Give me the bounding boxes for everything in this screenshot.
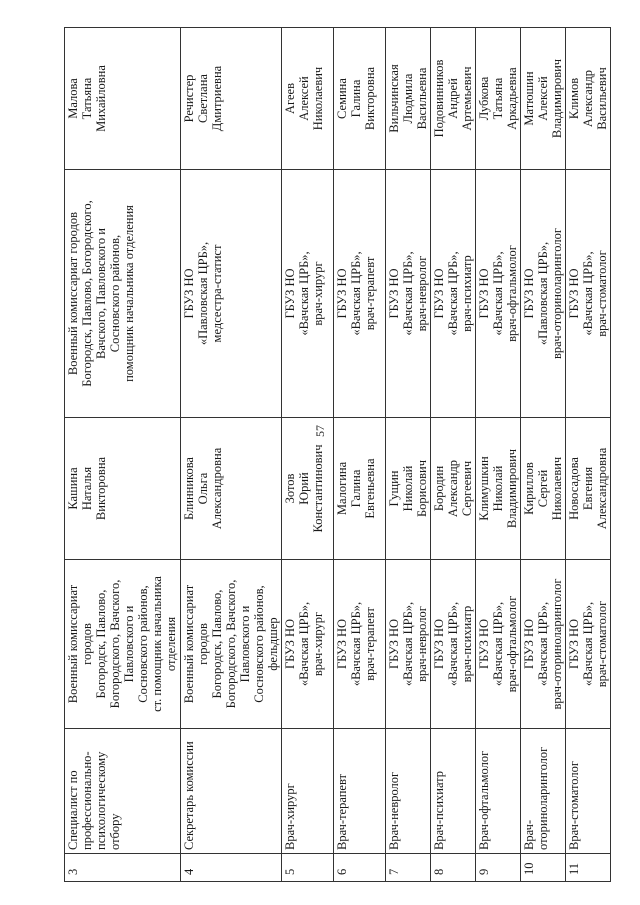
- cell-text-line: Павловского и: [122, 605, 136, 683]
- position-cell: [181, 729, 282, 854]
- cell-text-line: Врач-: [522, 819, 536, 850]
- table-row: [282, 28, 334, 882]
- cell-text-line: врач-психиатр: [460, 605, 474, 683]
- cell-text-line: Александр: [446, 459, 460, 518]
- reserve-member-organization-cell: [334, 170, 386, 418]
- cell-text-line: врач-хирург: [311, 261, 325, 326]
- cell-text-line: врач-невролог: [415, 255, 429, 332]
- cell-text-line: Наталья: [80, 466, 94, 511]
- main-member-name-cell: [386, 418, 431, 560]
- cell-text-line: Богородского, Вачского,: [108, 579, 122, 709]
- row-number-cell: 7: [386, 854, 431, 882]
- cell-text-line: Дмитриевна: [210, 65, 224, 132]
- reserve-member-name-cell: [334, 28, 386, 170]
- cell-text-line: помощник начальника отделения: [122, 205, 136, 382]
- cell-text-line: Васильевна: [415, 67, 429, 130]
- cell-text-line: врач-терапевт: [363, 256, 377, 331]
- cell-text-line: ГБУЗ НО: [522, 268, 536, 319]
- cell-text-line: Татьяна: [491, 77, 505, 120]
- position-cell: [334, 729, 386, 854]
- cell-text-line: Евгеньевна: [363, 458, 377, 519]
- cell-text-line: Константинович: [311, 444, 325, 533]
- row-number-cell: 3: [65, 854, 181, 882]
- cell-text-line: Врач-офтальмолог: [477, 750, 491, 850]
- cell-text-line: Гущин: [387, 470, 401, 507]
- cell-text-line: врач-терапевт: [363, 607, 377, 681]
- cell-text-line: Николай: [401, 465, 415, 512]
- cell-text-line: Александровна: [210, 447, 224, 530]
- cell-text-line: Ольга: [196, 472, 210, 505]
- cell-text-line: «Вачская ЦРБ»,: [491, 601, 505, 687]
- cell-text-line: Николай: [491, 465, 505, 512]
- main-member-organization-cell: [282, 560, 334, 729]
- position-cell: [386, 729, 431, 854]
- cell-text-line: «Павловская ЦРБ»,: [536, 241, 550, 346]
- reserve-member-organization-cell: [282, 170, 334, 418]
- cell-text-line: Врач-психиатр: [432, 770, 446, 850]
- table-row: [521, 28, 566, 882]
- row-number-cell: 5: [282, 854, 334, 882]
- cell-text-line: «Вачская ЦРБ»,: [401, 601, 415, 687]
- cell-text-line: врач-оториноларинголог: [550, 228, 564, 359]
- cell-text-line: Александр: [581, 69, 595, 128]
- cell-text-line: Сосновского районов,: [108, 234, 122, 353]
- cell-text-line: Алексей: [297, 76, 311, 121]
- cell-text-line: Вачского, Павловского и: [94, 228, 108, 359]
- cell-text-line: Врач-стоматолог: [567, 761, 581, 850]
- main-member-name-cell: [521, 418, 566, 560]
- cell-text-line: Евгения: [581, 466, 595, 511]
- main-member-organization-cell: [334, 560, 386, 729]
- cell-text-line: Владимирович: [505, 448, 519, 529]
- reserve-member-organization-cell: [431, 170, 476, 418]
- cell-text-line: Викторовна: [363, 66, 377, 131]
- cell-text-line: Николаевич: [311, 66, 325, 131]
- reserve-member-organization-cell: [65, 170, 181, 418]
- cell-text-line: Богородск, Павлово, Богородского,: [80, 200, 94, 387]
- reserve-member-name-cell: [181, 28, 282, 170]
- cell-text-line: ГБУЗ НО: [567, 618, 581, 670]
- cell-text-line: Бородин: [432, 465, 446, 512]
- main-member-name-cell: [476, 418, 521, 560]
- cell-text-line: Аркадьевна: [505, 67, 519, 130]
- main-member-organization-cell: [181, 560, 282, 729]
- cell-text-line: ГБУЗ НО: [432, 268, 446, 319]
- cell-text-line: ГБУЗ НО: [335, 618, 349, 670]
- cell-text-line: Военный комиссариат городов: [182, 584, 210, 704]
- cell-text-line: ГБУЗ НО: [477, 268, 491, 319]
- cell-text-line: ГБУЗ НО: [335, 268, 349, 319]
- main-member-name-cell: [431, 418, 476, 560]
- cell-text-line: Семина: [335, 78, 349, 119]
- cell-text-line: «Вачская ЦРБ»,: [297, 251, 311, 336]
- reserve-member-name-cell: [431, 28, 476, 170]
- cell-text-line: Врач-терапевт: [335, 773, 349, 850]
- cell-text-line: «Вачская ЦРБ»,: [349, 251, 363, 336]
- cell-text-line: Сергеевич: [460, 460, 474, 517]
- cell-text-line: медсестра-статист: [210, 244, 224, 343]
- cell-text-line: врач-хирург: [311, 611, 325, 677]
- cell-text-line: Кириллов: [522, 462, 536, 515]
- cell-text-line: ГБУЗ НО: [387, 268, 401, 319]
- reserve-member-organization-cell: [521, 170, 566, 418]
- main-member-name-cell: [181, 418, 282, 560]
- cell-text-line: врач-стоматолог: [595, 250, 609, 337]
- cell-text-line: Артемьевич: [460, 66, 474, 131]
- main-member-name-cell: [282, 418, 334, 560]
- cell-text-line: Павловского и: [238, 605, 252, 683]
- cell-text-line: Васильевич: [595, 67, 609, 130]
- cell-text-line: Михайловна: [94, 65, 108, 132]
- cell-text-line: Матюшин: [522, 71, 536, 126]
- cell-text-line: «Вачская ЦРБ»,: [581, 251, 595, 336]
- cell-text-line: Светлана: [196, 74, 210, 123]
- cell-text-line: Сосновского районов,: [252, 585, 266, 703]
- cell-text-line: ГБУЗ НО: [283, 268, 297, 319]
- cell-text-line: Викторовна: [94, 456, 108, 521]
- main-member-name-cell: [566, 418, 611, 560]
- cell-text-line: Богородск, Павлово,: [210, 589, 224, 699]
- position-cell: [476, 729, 521, 854]
- cell-text-line: врач-офтальмолог: [505, 595, 519, 693]
- cell-text-line: ГБУЗ НО: [477, 618, 491, 670]
- cell-text-line: ГБУЗ НО: [567, 268, 581, 319]
- position-cell: [566, 729, 611, 854]
- cell-text-line: Сергей: [536, 469, 550, 508]
- row-number-cell: 4: [181, 854, 282, 882]
- cell-text-line: Климов: [567, 77, 581, 120]
- commission-table-body: [65, 28, 611, 882]
- cell-text-line: Новосадова: [567, 457, 581, 520]
- table-row: [181, 28, 282, 882]
- cell-text-line: Андрей: [446, 78, 460, 119]
- cell-text-line: отбору: [108, 813, 122, 850]
- reserve-member-organization-cell: [566, 170, 611, 418]
- cell-text-line: «Вачская ЦРБ»,: [446, 251, 460, 336]
- main-member-organization-cell: [431, 560, 476, 729]
- cell-text-line: Военный комиссариат городов: [66, 211, 80, 376]
- main-member-organization-cell: [476, 560, 521, 729]
- cell-text-line: «Павловская ЦРБ»,: [196, 241, 210, 346]
- cell-text-line: «Вачская ЦРБ»,: [581, 601, 595, 687]
- reserve-member-name-cell: [65, 28, 181, 170]
- cell-text-line: Блинникова: [182, 457, 196, 520]
- cell-text-line: Юрий: [297, 472, 311, 505]
- cell-text-line: Николаевич: [550, 456, 564, 521]
- cell-text-line: врач-психиатр: [460, 255, 474, 332]
- row-number-cell: 9: [476, 854, 521, 882]
- row-number-cell: 6: [334, 854, 386, 882]
- row-number-cell: 11: [566, 854, 611, 882]
- cell-text-line: Секретарь комиссии: [182, 741, 196, 850]
- cell-text-line: Подовинников: [432, 59, 446, 138]
- table-row: [65, 28, 181, 882]
- cell-text-line: ГБУЗ НО: [522, 618, 536, 670]
- cell-text-line: ГБУЗ НО: [387, 618, 401, 670]
- position-cell: [282, 729, 334, 854]
- cell-text-line: «Вачская ЦРБ»,: [491, 251, 505, 336]
- cell-text-line: Военный комиссариат городов: [66, 584, 94, 704]
- reserve-member-name-cell: [566, 28, 611, 170]
- cell-text-line: Богородск, Павлово,: [94, 589, 108, 699]
- reserve-member-organization-cell: [386, 170, 431, 418]
- cell-text-line: «Вачская ЦРБ»,: [297, 601, 311, 687]
- cell-text-line: Климушкин: [477, 456, 491, 521]
- reserve-member-name-cell: [476, 28, 521, 170]
- table-row: [334, 28, 386, 882]
- cell-text-line: врач-невролог: [415, 606, 429, 682]
- position-cell: [65, 729, 181, 854]
- cell-text-line: ст. помощник начальника: [150, 576, 164, 712]
- table-row: [386, 28, 431, 882]
- reserve-member-name-cell: [521, 28, 566, 170]
- cell-text-line: врач-стоматолог: [595, 600, 609, 688]
- cell-text-line: Лубкова: [477, 76, 491, 121]
- cell-text-line: Борисович: [415, 459, 429, 518]
- cell-text-line: Речистер: [182, 74, 196, 123]
- cell-text-line: Малова: [66, 78, 80, 119]
- cell-text-line: психологическому: [94, 751, 108, 850]
- cell-text-line: Агеев: [283, 83, 297, 114]
- cell-text-line: оториноларинголог: [536, 746, 550, 850]
- cell-text-line: Сосновского районов,: [136, 585, 150, 703]
- cell-text-line: врач-офтальмолог: [505, 245, 519, 342]
- main-member-name-cell: [334, 418, 386, 560]
- row-number-cell: 10: [521, 854, 566, 882]
- cell-text-line: Алексей: [536, 76, 550, 121]
- cell-text-line: Малогина: [335, 461, 349, 516]
- cell-text-line: Татьяна: [80, 77, 94, 120]
- cell-text-line: профессионально-: [80, 751, 94, 850]
- commission-table: [64, 27, 611, 882]
- main-member-organization-cell: [65, 560, 181, 729]
- cell-text-line: Врач-хирург: [283, 783, 297, 850]
- reserve-member-organization-cell: [476, 170, 521, 418]
- table-row: [566, 28, 611, 882]
- cell-text-line: врач-оториноларинголог: [550, 578, 564, 710]
- cell-text-line: «Вачская ЦРБ»,: [536, 601, 550, 687]
- cell-text-line: Кашина: [66, 467, 80, 510]
- cell-text-line: Галина: [349, 469, 363, 508]
- main-member-organization-cell: [521, 560, 566, 729]
- cell-text-line: «Вачская ЦРБ»,: [446, 601, 460, 687]
- cell-text-line: ГБУЗ НО: [283, 618, 297, 670]
- cell-text-line: «Вачская ЦРБ»,: [401, 251, 415, 336]
- rotated-table-container: [64, 27, 609, 882]
- cell-text-line: Врач-невролог: [387, 771, 401, 850]
- cell-text-line: Галина: [349, 79, 363, 118]
- page-number: 57: [313, 425, 327, 437]
- position-cell: [431, 729, 476, 854]
- cell-text-line: «Вачская ЦРБ»,: [349, 601, 363, 687]
- cell-text-line: отделения: [164, 616, 178, 672]
- cell-text-line: Владимирович: [550, 58, 564, 139]
- row-number-cell: 8: [431, 854, 476, 882]
- main-member-name-cell: [65, 418, 181, 560]
- cell-text-line: Александровна: [595, 447, 609, 530]
- cell-text-line: Специалист по: [66, 770, 80, 850]
- table-row: [476, 28, 521, 882]
- reserve-member-organization-cell: [181, 170, 282, 418]
- reserve-member-name-cell: [386, 28, 431, 170]
- position-cell: [521, 729, 566, 854]
- cell-text-line: ГБУЗ НО: [182, 268, 196, 319]
- cell-text-line: ГБУЗ НО: [432, 618, 446, 670]
- main-member-organization-cell: [386, 560, 431, 729]
- main-member-organization-cell: [566, 560, 611, 729]
- table-row: [431, 28, 476, 882]
- cell-text-line: Зотов: [283, 473, 297, 504]
- cell-text-line: Богородского, Вачского,: [224, 579, 238, 709]
- cell-text-line: Людмила: [401, 73, 415, 124]
- cell-text-line: Вильчинская: [387, 64, 401, 133]
- cell-text-line: фельдшер: [266, 617, 280, 671]
- reserve-member-name-cell: [282, 28, 334, 170]
